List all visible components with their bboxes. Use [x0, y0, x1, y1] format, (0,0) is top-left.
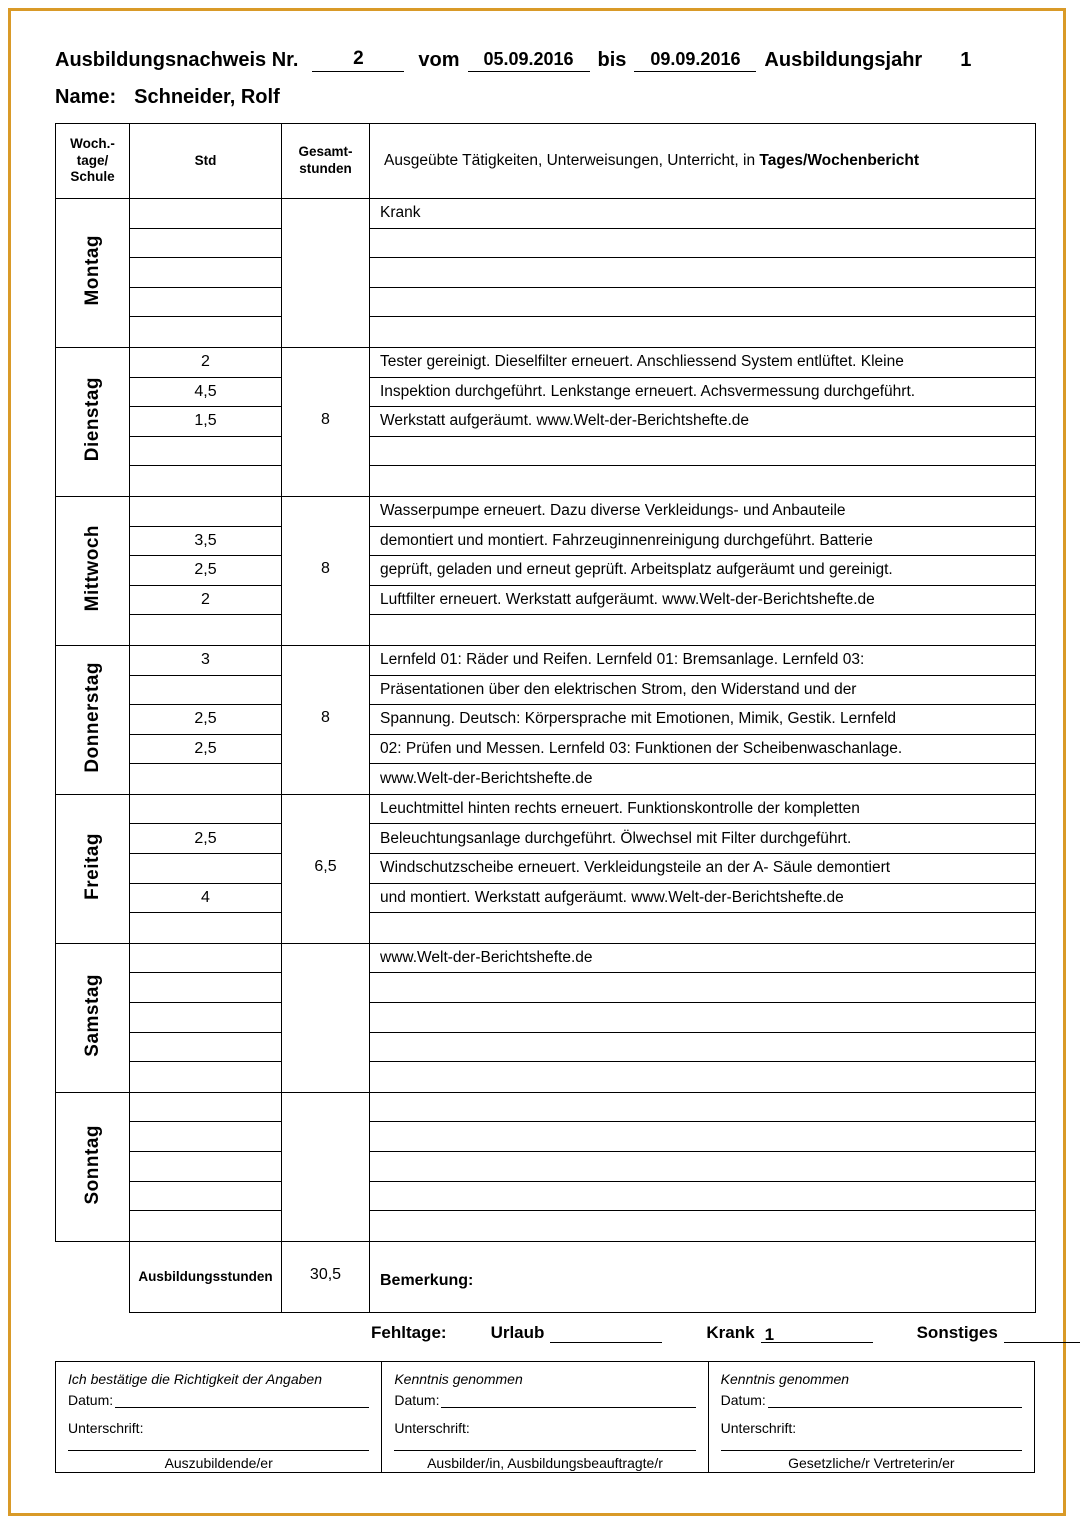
std-entry[interactable]: [130, 1093, 281, 1123]
activity-entry[interactable]: Luftfilter erneuert. Werkstatt aufgeräumt. www.Welt-der-Berichtshefte.de: [370, 586, 1035, 616]
sonstiges-value[interactable]: [1004, 1325, 1080, 1343]
day-name-label: Donnerstag: [81, 662, 103, 773]
signature-date-row: [68, 1392, 369, 1408]
bis-value[interactable]: 09.09.2016: [634, 49, 756, 72]
activity-entry[interactable]: www.Welt-der-Berichtshefte.de: [370, 944, 1035, 974]
activity-entry[interactable]: Beleuchtungsanlage durchgeführt. Ölwechsel mit Filter durchgeführt.: [370, 824, 1035, 854]
activity-entry[interactable]: [370, 1182, 1035, 1212]
activity-entry[interactable]: [370, 1152, 1035, 1182]
sonstiges-label: Sonstiges: [916, 1322, 998, 1342]
signature-title: Kenntnis genommen: [720, 1370, 850, 1387]
day-name-cell: [56, 645, 130, 794]
std-entry[interactable]: [130, 944, 281, 974]
std-entry[interactable]: [130, 258, 281, 288]
ausbildungsjahr-value[interactable]: 1: [960, 49, 972, 71]
signature-date-field[interactable]: [441, 1393, 695, 1408]
std-cell: [130, 496, 282, 645]
std-entry[interactable]: [130, 1211, 281, 1241]
signature-label: Unterschrift:: [394, 1419, 470, 1436]
header-day: [56, 124, 130, 199]
std-cell: [130, 1092, 282, 1241]
std-entry[interactable]: [130, 913, 281, 943]
signature-role: Gesetzliche/r Vertreterin/er: [788, 1454, 955, 1471]
header-activities-prefix: Ausgeübte Tätigkeiten, Unterweisungen, Unterricht, in: [384, 152, 760, 170]
std-entry[interactable]: [130, 1062, 281, 1092]
day-row: [56, 496, 1036, 645]
header-row-1: [55, 38, 1035, 72]
fehltage-krank: [706, 1323, 872, 1343]
std-entry[interactable]: [130, 795, 281, 825]
day-name-cell: [56, 943, 130, 1092]
activity-entry[interactable]: Leuchtmittel hinten rechts erneuert. Funktionskontrolle der kompletten: [370, 795, 1035, 825]
header-row-2: [55, 86, 1035, 109]
activity-cell: [370, 199, 1036, 348]
std-entry[interactable]: [130, 437, 281, 467]
vom-value[interactable]: 05.09.2016: [468, 49, 590, 72]
activity-entry[interactable]: [370, 1003, 1035, 1033]
signature-field[interactable]: [68, 1450, 369, 1451]
std-entry[interactable]: 2,5: [130, 705, 281, 735]
std-entry[interactable]: 4: [130, 884, 281, 914]
activity-entry[interactable]: [370, 1033, 1035, 1063]
activity-entry[interactable]: [370, 615, 1035, 645]
signature-date-label: Datum:: [68, 1391, 114, 1408]
header-ges-line1: Gesamt-: [298, 144, 353, 160]
ausbildungsnachweis-sheet: [55, 38, 1035, 1473]
krank-label: Krank: [706, 1322, 755, 1342]
day-row: [56, 199, 1036, 348]
std-entry[interactable]: 2: [130, 586, 281, 616]
std-entry[interactable]: [130, 1003, 281, 1033]
ausbildungsjahr-label: Ausbildungsjahr: [764, 49, 923, 71]
day-row: [56, 645, 1036, 794]
day-name-label: Samstag: [81, 973, 103, 1057]
activity-entry[interactable]: geprüft, geladen und erneut geprüft. Arbeitsplatz aufgeräumt und gereinigt.: [370, 556, 1035, 586]
day-name-label: Freitag: [81, 832, 103, 900]
gesamtstunden-cell[interactable]: 8: [282, 347, 370, 496]
std-entry[interactable]: [130, 764, 281, 794]
std-entry[interactable]: [130, 317, 281, 347]
gesamtstunden-cell[interactable]: [282, 199, 370, 348]
std-entry[interactable]: 2,5: [130, 556, 281, 586]
activity-entry[interactable]: [370, 466, 1035, 496]
std-entry[interactable]: [130, 466, 281, 496]
krank-value[interactable]: 1: [761, 1325, 873, 1343]
std-entry[interactable]: 2,5: [130, 735, 281, 765]
day-row: [56, 794, 1036, 943]
activity-entry[interactable]: Werkstatt aufgeräumt. www.Welt-der-Berichtshefte.de: [370, 407, 1035, 437]
std-entry[interactable]: [130, 615, 281, 645]
day-name-label: Montag: [81, 235, 103, 306]
weekly-report-table: [55, 123, 1036, 1313]
form-title-label: Ausbildungsnachweis Nr.: [55, 49, 299, 71]
gesamtstunden-cell[interactable]: [282, 943, 370, 1092]
header-gesamtstunden: [282, 124, 370, 199]
activity-cell: [370, 794, 1036, 943]
signature-field[interactable]: [394, 1450, 695, 1451]
activity-entry[interactable]: [370, 317, 1035, 347]
bemerkung-label[interactable]: Bemerkung:: [370, 1241, 1036, 1312]
std-entry[interactable]: [130, 1182, 281, 1212]
day-name-cell: [56, 1092, 130, 1241]
std-entry[interactable]: [130, 854, 281, 884]
std-entry[interactable]: 4,5: [130, 378, 281, 408]
bis-label: bis: [597, 49, 627, 71]
activity-entry[interactable]: Inspektion durchgeführt. Lenkstange erneuert. Achsvermessung durchgeführt.: [370, 378, 1035, 408]
activity-entry[interactable]: [370, 913, 1035, 943]
vom-label: vom: [418, 49, 460, 71]
activity-entry[interactable]: Lernfeld 01: Räder und Reifen. Lernfeld 01: Bremsanlage. Lernfeld 03:: [370, 646, 1035, 676]
day-row: [56, 347, 1036, 496]
activity-entry[interactable]: Krank: [370, 199, 1035, 229]
day-row: [56, 1092, 1036, 1241]
urlaub-value[interactable]: [550, 1325, 662, 1343]
std-cell: [130, 199, 282, 348]
summary-row: [56, 1241, 1036, 1312]
gesamtstunden-cell[interactable]: 8: [282, 645, 370, 794]
activity-entry[interactable]: [370, 1062, 1035, 1092]
std-entry[interactable]: [130, 1122, 281, 1152]
activity-cell: [370, 1092, 1036, 1241]
day-name-cell: [56, 794, 130, 943]
signature-role: Auszubildende/er: [164, 1454, 273, 1471]
std-entry[interactable]: [130, 1033, 281, 1063]
activity-entry[interactable]: [370, 288, 1035, 318]
summary-empty-cell: [56, 1241, 130, 1312]
header-day-line1: Woch.-: [70, 135, 115, 151]
std-entry[interactable]: [130, 288, 281, 318]
day-name-cell: [56, 347, 130, 496]
activity-cell: [370, 347, 1036, 496]
gesamtstunden-cell[interactable]: [282, 1092, 370, 1241]
day-name-label: Mittwoch: [81, 525, 103, 612]
std-cell: [130, 943, 282, 1092]
activity-entry[interactable]: und montiert. Werkstatt aufgeräumt. www.Welt-der-Berichtshefte.de: [370, 884, 1035, 914]
signature-date-row: [394, 1392, 695, 1408]
std-entry[interactable]: [130, 199, 281, 229]
activity-entry[interactable]: Tester gereinigt. Dieselfilter erneuert. Anschliessend System entlüftet. Kleine: [370, 348, 1035, 378]
activity-entry[interactable]: [370, 1093, 1035, 1123]
gesamtstunden-cell[interactable]: 6,5: [282, 794, 370, 943]
header-activities-bold: Tages/Wochenbericht: [759, 152, 919, 170]
nr-value[interactable]: 2: [312, 48, 404, 72]
signature-label: Unterschrift:: [68, 1419, 144, 1436]
std-entry[interactable]: 3: [130, 646, 281, 676]
header-std: Std: [130, 124, 282, 199]
urlaub-label: Urlaub: [490, 1322, 545, 1342]
signature-field[interactable]: [721, 1450, 1022, 1451]
std-entry[interactable]: 1,5: [130, 407, 281, 437]
fehltage-urlaub: [491, 1323, 663, 1343]
activity-entry[interactable]: [370, 258, 1035, 288]
activity-entry[interactable]: [370, 437, 1035, 467]
signature-box: [382, 1361, 708, 1473]
signature-box: [55, 1361, 382, 1473]
activity-entry[interactable]: Präsentationen über den elektrischen Strom, den Widerstand und der: [370, 676, 1035, 706]
name-value[interactable]: Schneider, Rolf: [134, 86, 280, 108]
signature-date-field[interactable]: [115, 1393, 369, 1408]
std-entry[interactable]: [130, 229, 281, 259]
activity-entry[interactable]: Windschutzscheibe erneuert. Verkleidungsteile an der A- Säule demontiert: [370, 854, 1035, 884]
activity-cell: [370, 496, 1036, 645]
day-name-label: Dienstag: [81, 377, 103, 462]
fehltage-row: [55, 1323, 1035, 1343]
signature-boxes: [55, 1361, 1035, 1473]
header-day-line2: tage/: [76, 152, 109, 168]
std-entry[interactable]: 2,5: [130, 824, 281, 854]
signature-date-field[interactable]: [768, 1393, 1022, 1408]
ausbildungsstunden-value[interactable]: 30,5: [282, 1241, 370, 1312]
activity-entry[interactable]: [370, 229, 1035, 259]
day-row: [56, 943, 1036, 1092]
std-entry[interactable]: [130, 497, 281, 527]
signature-box: [709, 1361, 1035, 1473]
activity-cell: [370, 645, 1036, 794]
summary-rows: [56, 1241, 1036, 1312]
activity-entry[interactable]: 02: Prüfen und Messen. Lernfeld 03: Funktionen der Scheibenwaschanlage.: [370, 735, 1035, 765]
signature-label: Unterschrift:: [720, 1419, 797, 1436]
day-name-label: Sonntag: [81, 1124, 103, 1205]
signature-title: Kenntnis genommen: [394, 1370, 523, 1387]
table-header-row: [56, 124, 1036, 199]
gesamtstunden-cell[interactable]: 8: [282, 496, 370, 645]
signature-date-label: Datum:: [720, 1391, 766, 1408]
day-name-cell: [56, 199, 130, 348]
std-cell: [130, 645, 282, 794]
activity-entry[interactable]: [370, 973, 1035, 1003]
header-day-line3: Schule: [70, 169, 115, 185]
activity-entry[interactable]: [370, 1122, 1035, 1152]
fehltage-sonstiges: [917, 1323, 1080, 1343]
std-entry[interactable]: 2: [130, 348, 281, 378]
std-entry[interactable]: [130, 1152, 281, 1182]
activity-entry[interactable]: [370, 1211, 1035, 1241]
std-cell: [130, 347, 282, 496]
name-label: Name:: [55, 86, 117, 108]
signature-role: Ausbilder/in, Ausbildungsbeauftragte/r: [427, 1454, 663, 1471]
activity-entry[interactable]: www.Welt-der-Berichtshefte.de: [380, 770, 593, 788]
signature-title: Ich bestätige die Richtigkeit der Angaben: [68, 1370, 322, 1387]
activity-entry[interactable]: Wasserpumpe erneuert. Dazu diverse Verkleidungs- und Anbauteile: [370, 497, 1035, 527]
day-name-cell: [56, 496, 130, 645]
header-activities: [370, 124, 1036, 199]
std-entry[interactable]: [130, 676, 281, 706]
ausbildungsstunden-label: Ausbildungsstunden: [130, 1241, 282, 1312]
activity-entry[interactable]: demontiert und montiert. Fahrzeuginnenreinigung durchgeführt. Batterie: [370, 527, 1035, 557]
fehltage-label: Fehltage:: [371, 1322, 447, 1342]
activity-cell: [370, 943, 1036, 1092]
activity-entry[interactable]: Spannung. Deutsch: Körpersprache mit Emotionen, Mimik, Gestik. Lernfeld: [370, 705, 1035, 735]
header-ges-line2: stunden: [299, 161, 352, 176]
std-cell: [130, 794, 282, 943]
signature-date-row: [721, 1392, 1022, 1408]
std-entry[interactable]: [130, 973, 281, 1003]
std-entry[interactable]: 3,5: [130, 527, 281, 557]
signature-date-label: Datum:: [394, 1391, 440, 1408]
